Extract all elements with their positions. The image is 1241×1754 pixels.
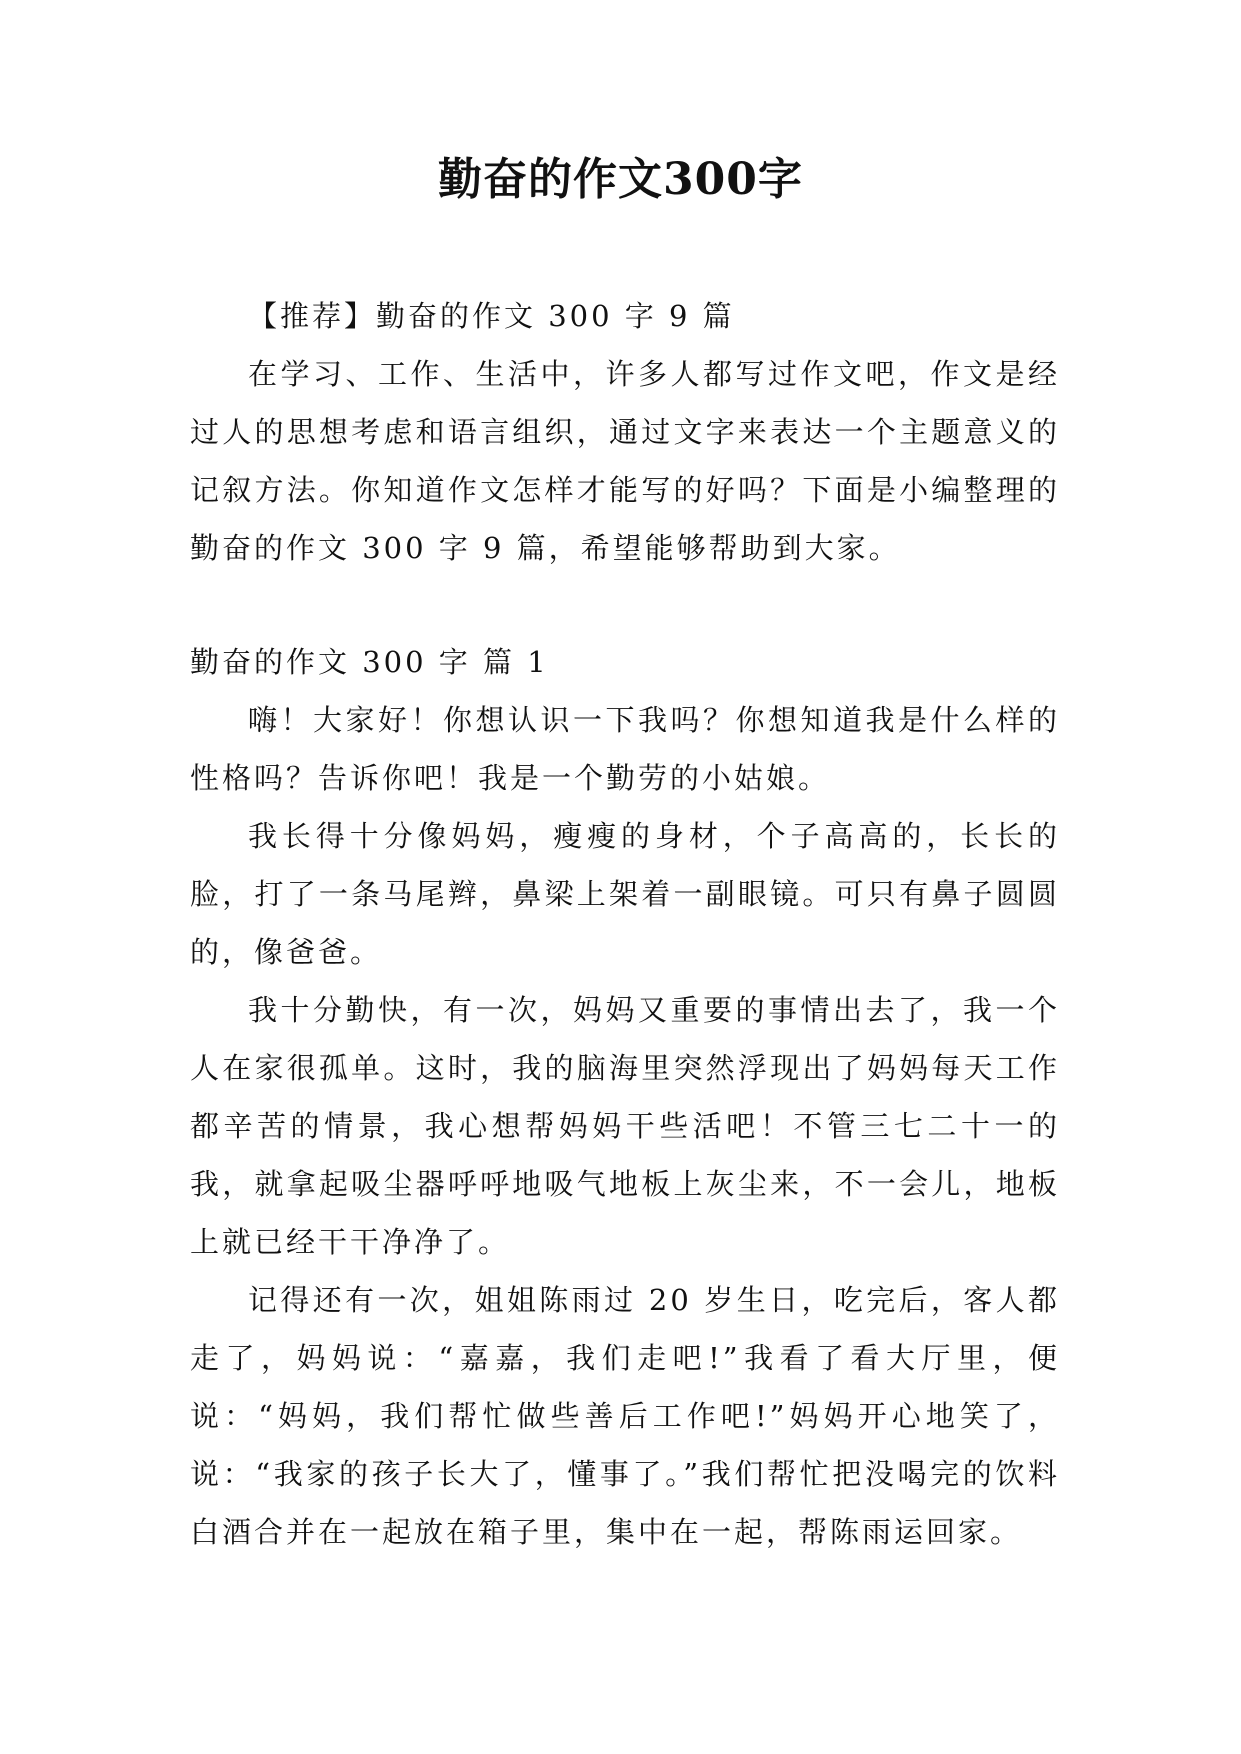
paragraph: 记得还有一次，姐姐陈雨过 20 岁生日，吃完后，客人都走了，妈妈说：“嘉嘉，我们走吧!”我看了看大厅里，便说：“妈妈，我们帮忙做些善后工作吧!”妈妈开心地笑了，说：“我家的孩子长大了，懂事了。”我们帮忙把没喝完的饮料白酒合并在一起放在箱子里，集中在一起，帮陈雨运回家。 <box>190 1283 1060 1549</box>
paragraph: 我长得十分像妈妈，瘦瘦的身材，个子高高的，长长的脸，打了一条马尾辫，鼻梁上架着一副眼镜。可只有鼻子圆圆的，像爸爸。 <box>190 819 1060 969</box>
intro-paragraph: 在学习、工作、生活中，许多人都写过作文吧，作文是经过人的思想考虑和语言组织，通过文字来表达一个主题意义的记叙方法。你知道作文怎样才能写的好吗？下面是小编整理的勤奋的作文 300 字 9 篇，希望能够帮助到大家。 <box>190 357 1060 565</box>
document-title: 勤奋的作文300字 <box>438 154 803 205</box>
section-heading: 勤奋的作文 300 字 篇 1 <box>190 645 549 679</box>
document-body <box>190 287 1060 1561</box>
paragraph: 我十分勤快，有一次，妈妈又重要的事情出去了，我一个人在家很孤单。这时，我的脑海里突然浮现出了妈妈每天工作都辛苦的情景，我心想帮妈妈干些活吧！不管三七二十一的我，就拿起吸尘器呼呼地吸气地板上灰尘来，不一会儿，地板上就已经干干净净了。 <box>190 993 1060 1259</box>
recommend-line: 【推荐】勤奋的作文 300 字 9 篇 <box>248 299 735 333</box>
paragraph: 嗨！大家好！你想认识一下我吗？你想知道我是什么样的性格吗？告诉你吧！我是一个勤劳的小姑娘。 <box>190 703 1060 795</box>
